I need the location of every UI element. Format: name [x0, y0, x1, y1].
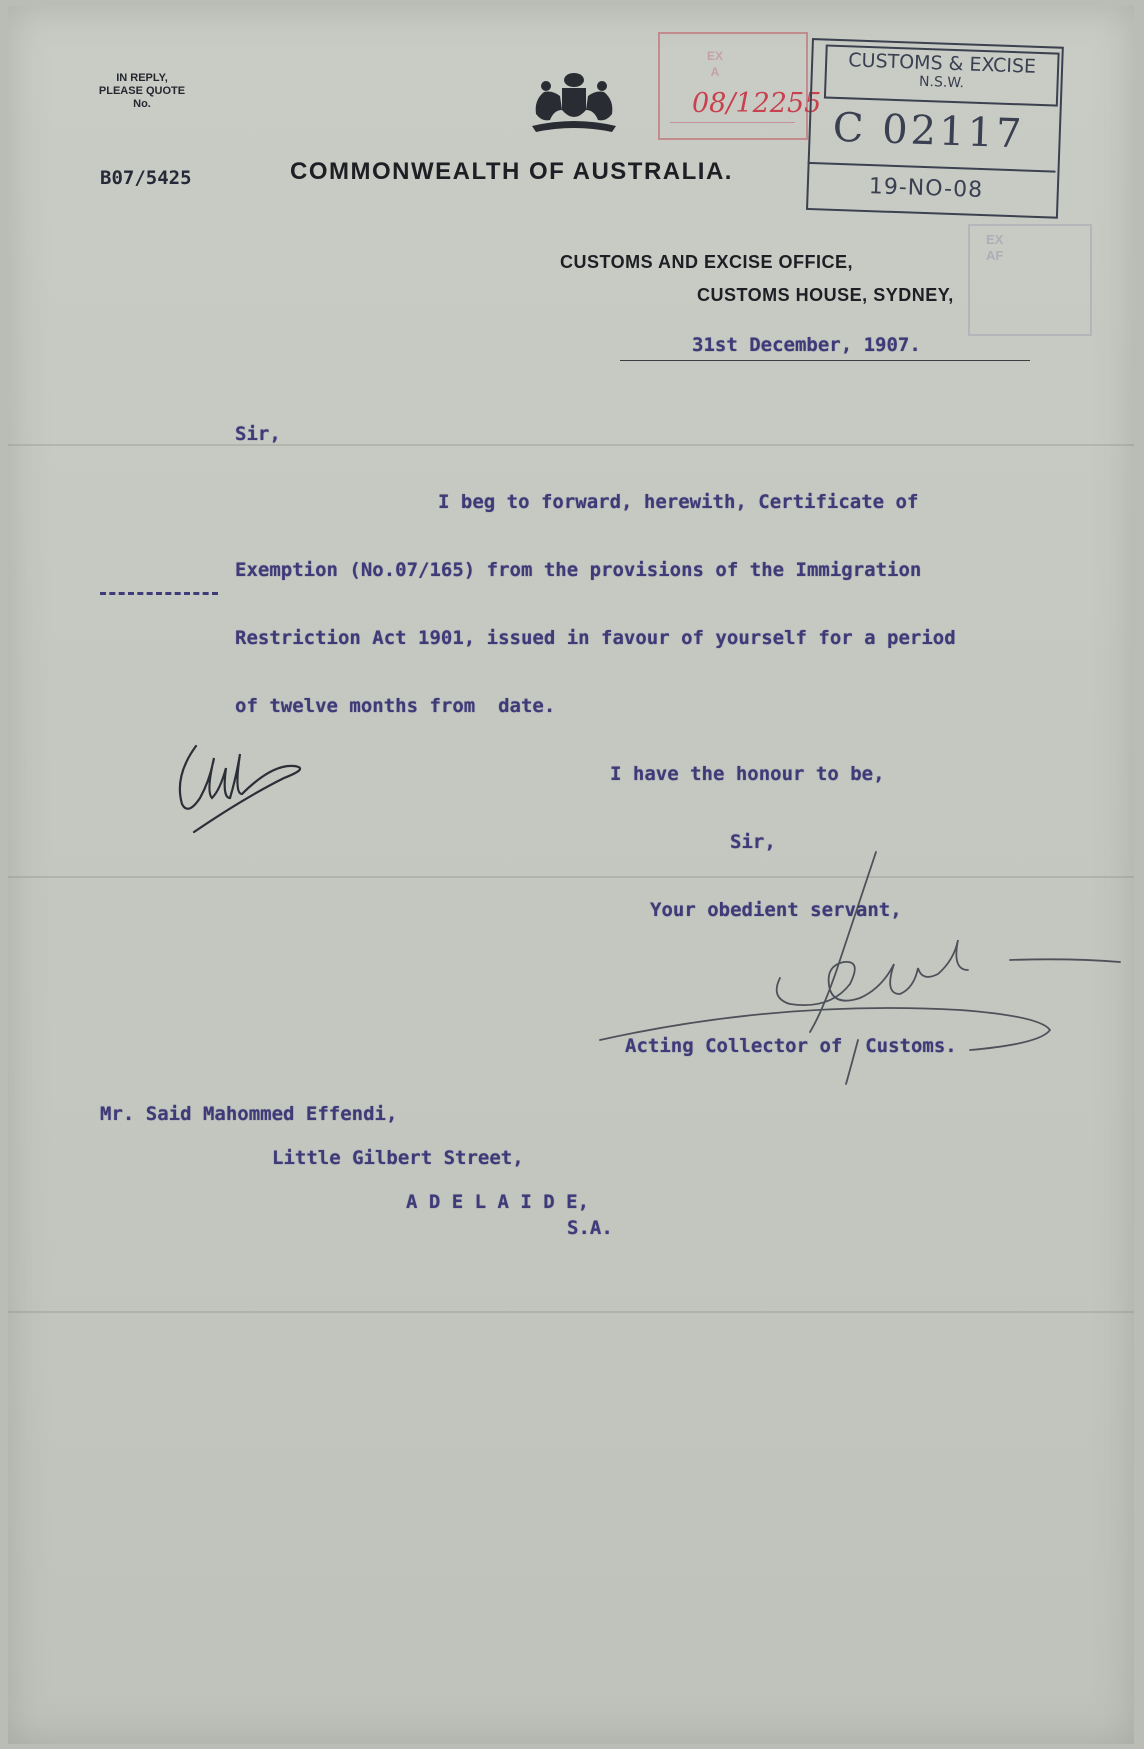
reply-note [72, 72, 212, 111]
received-stamp-faint-text: EX A [706, 49, 723, 79]
customs-stamp-number: C 02117 [832, 104, 1026, 158]
body-line: of twelve months from date. [235, 695, 556, 717]
body-line: Exemption (No.07/165) from the provisions of the Immigration [235, 559, 922, 581]
margin-dashes [100, 592, 218, 595]
closing-line: I have the honour to be, [610, 763, 885, 785]
fold-line [8, 1311, 1134, 1313]
customs-stamp-title: CUSTOMS & EXCISE [848, 49, 1037, 78]
fold-line [8, 876, 1134, 878]
body-line: Restriction Act 1901, issued in favour of yourself for a period [235, 627, 956, 649]
letterhead-title: COMMONWEALTH OF AUSTRALIA. [290, 158, 733, 185]
reply-note-line: No. [133, 98, 151, 110]
recipient-name: Mr. Said Mahommed Effendi, [100, 1103, 398, 1125]
customs-stamp-date: 19-NO-08 [868, 174, 984, 204]
recipient-state: S.A. [567, 1217, 613, 1239]
received-stamp-line [670, 122, 795, 123]
customs-stamp [806, 38, 1062, 217]
fold-line [8, 444, 1134, 446]
office-address: CUSTOMS HOUSE, SYDNEY, [697, 285, 954, 305]
salutation: Sir, [235, 423, 281, 445]
customs-stamp-header [824, 44, 1060, 106]
closing-line: Your obedient servant, [650, 899, 902, 921]
received-stamp [658, 32, 822, 140]
signatory-title: Acting Collector of Customs. [625, 1035, 957, 1057]
reply-note-line: IN REPLY, [116, 72, 168, 84]
received-stamp-number: 08/12255 [692, 88, 822, 119]
coat-of-arms-icon [522, 70, 626, 134]
faint-stamp [968, 224, 1092, 336]
office-name: CUSTOMS AND EXCISE OFFICE, [560, 252, 854, 272]
letter-date: 31st December, 1907. [692, 334, 921, 356]
body-line: I beg to forward, herewith, Certificate of [438, 491, 919, 513]
recipient-city: A D E L A I D E, [406, 1191, 590, 1213]
reply-note-line: PLEASE QUOTE [98, 85, 186, 97]
closing-line: Sir, [730, 831, 776, 853]
recipient-street: Little Gilbert Street, [272, 1147, 524, 1169]
customs-stamp-state: N.S.W. [918, 73, 965, 92]
reference-number: B07/5425 [100, 167, 192, 189]
faint-stamp-mark: EX AF [986, 232, 1004, 263]
date-underline [620, 360, 1030, 361]
